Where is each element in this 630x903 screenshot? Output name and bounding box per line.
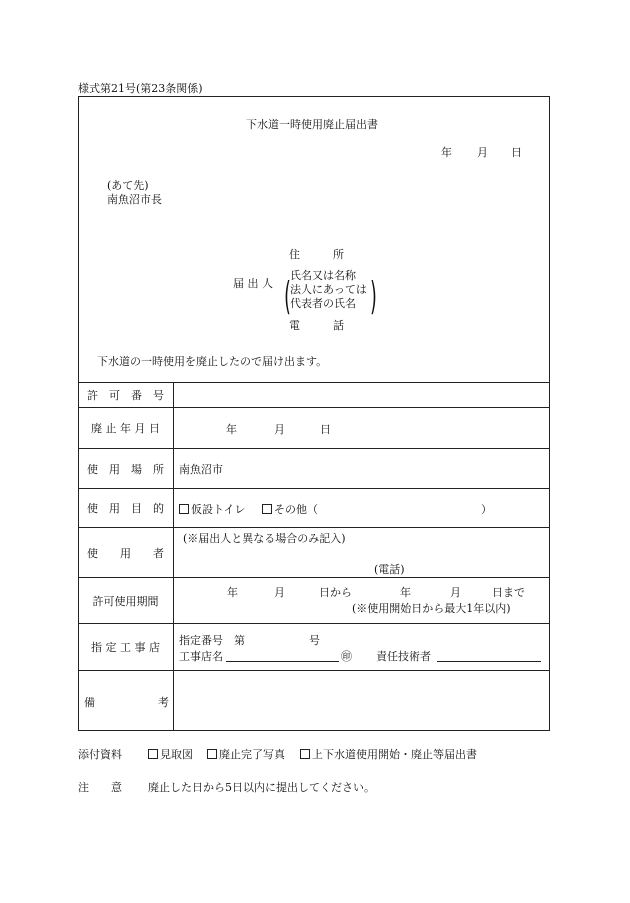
addressee-line1: (あて先) [107,179,149,192]
period-year2: 年 [400,586,411,599]
applicant-address-label: 住 所 [289,248,344,261]
date-month: 月 [477,146,488,159]
addressee-line2: 南魚沼市長 [107,193,162,206]
contractor-label: 指 定 工 事 店 [91,641,160,654]
notice-label: 注 意 [78,781,122,794]
applicant-corp-line2: 代表者の氏名 [290,297,356,310]
designated-number-label: 指定番号 第 [179,634,245,647]
attachments-label: 添付資料 [78,748,122,761]
date-year: 年 [441,146,452,159]
statement: 下水道の一時使用を廃止したので届け出ます。 [97,355,328,368]
remarks-field[interactable] [174,671,549,730]
user-label: 使 用 者 [87,546,164,560]
form-number: 様式第21号(第23条関係) [78,82,203,95]
abolish-date-day: 日 [320,423,331,436]
form-title: 下水道一時使用廃止届出書 [246,118,378,131]
use-place-label: 使 用 場 所 [87,462,164,476]
user-phone-label: (電話) [374,563,405,576]
period-month1: 月 [274,586,285,599]
purpose-other-close: ） [481,503,492,516]
notice-text: 廃止した日から5日以内に提出してください。 [148,781,375,794]
attachment-completion-photo[interactable]: 廃止完了写真 [207,746,285,762]
engineer-field[interactable] [437,648,541,662]
attachment-sketch[interactable]: 見取図 [148,746,193,762]
purpose-option-other[interactable]: その他（ [262,501,318,517]
attachment-notification-form[interactable]: 上下水道使用開始・廃止等届出書 [300,746,477,762]
date-day: 日 [511,146,522,159]
applicant-name-label: 氏名又は名称 [290,269,356,282]
left-bracket-icon: ( [284,274,291,318]
checkbox-icon[interactable] [148,749,158,759]
abolish-date-year: 年 [226,423,237,436]
shop-name-label: 工事店名 [179,650,223,663]
user-note: (※届出人と異なる場合のみ記入) [183,532,346,545]
remarks-label-a: 備 [84,696,95,709]
permit-number-field[interactable] [174,383,549,407]
engineer-label: 責任技術者 [376,650,431,663]
period-year1: 年 [227,586,238,599]
abolish-date-label: 廃 止 年 月 日 [91,422,160,435]
permit-number-label: 許 可 番 号 [87,389,164,402]
abolish-date-month: 月 [274,423,285,436]
use-purpose-label: 使 用 目 的 [87,502,164,515]
purpose-option-temporary-toilet[interactable]: 仮設トイレ [179,501,245,517]
checkbox-icon[interactable] [262,504,272,514]
shop-name-field[interactable] [226,648,339,662]
period-month2: 月 [450,586,461,599]
checkbox-icon[interactable] [179,504,189,514]
use-place-value[interactable]: 南魚沼市 [179,463,223,476]
period-from: 日から [319,586,352,599]
designated-number-suffix: 号 [309,634,320,647]
checkbox-icon[interactable] [207,749,217,759]
applicant-phone-label: 電 話 [289,319,344,332]
checkbox-icon[interactable] [300,749,310,759]
applicant-corp-line1: 法人にあっては [290,283,367,296]
permit-period-label: 許可使用期間 [92,594,159,608]
period-note: (※使用開始日から最大1年以内) [352,602,511,615]
seal-icon: ㊞ [341,650,352,663]
applicant-label: 届 出 人 [233,277,273,290]
period-to: 日まで [492,586,525,599]
right-bracket-icon: ) [370,274,377,318]
remarks-label-b: 考 [158,696,169,709]
